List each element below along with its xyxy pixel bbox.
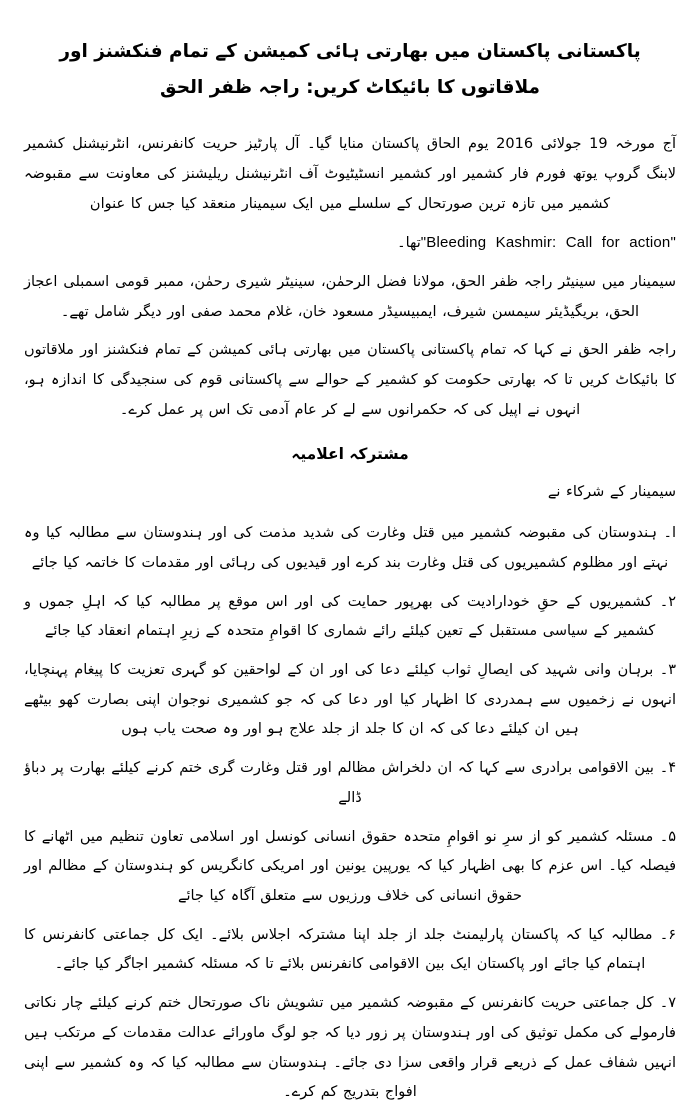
declaration-item-3: ۳۔ برہان وانی شہید کی ایصالِ ثواب کیلئے دعا کی اور ان کے لواحقین کو گہری تعزیت کا پیغام پہنچایا، انہوں نے زخمیوں سے ہمدردی کا اظہار کیا اور دعا کی کہ جو کشمیری نوجوان اپنی بصارت کھو بیٹھے ہیں ان کیلئے دعا کی کہ ان کا جلد از جلد علاج ہو اور وہ صحت یاب ہوں [24, 662, 676, 738]
seminar-title-suffix: تھا۔ [397, 235, 421, 252]
declaration-lead: سیمینار کے شرکاء نے [547, 484, 676, 501]
declaration-item-7: ۷۔ کل جماعتی حریت کانفرنس کے مقبوضہ کشمیر میں تشویش ناک صورتحال ختم کرنے کیلئے چار نکاتی فارمولے کی مکمل توثیق کی اور ہندوستان پر زور دیا کہ جو لوگ ماورائے عدالت مقدمات کے مرتکب ہیں انہیں شفاف عمل کے ذریعے قرار واقعی سزا دی جائے۔ ہندوستان سے مطالبہ کیا کہ وہ کشمیر سے اپنی افواج بتدریج کم کرے۔ [24, 995, 676, 1101]
seminar-title-line [24, 228, 676, 259]
declaration-item-2: ۲۔ کشمیریوں کے حقِ خودارادیت کی بھرپور حمایت کی اور اس موقع پر مطالبہ کیا کہ اہلِ جموں و کشمیر کے سیاسی مستقبل کے تعین کیلئے رائے شماری کا اقوامِ متحدہ کے زیرِ اہتمام انعقاد کیا جائے [24, 593, 676, 640]
intro-paragraph: آج مورخہ 19 جولائی 2016 یوم الحاق پاکستان منایا گیا۔ آل پارٹیز حریت کانفرنس، انٹرنیشنل کشمیر لابنگ گروپ یوتھ فورم فار کشمیر اور کشمیر انسٹیٹیوٹ آف انٹرنیشنل ریلیشنز کی معاونت سے مقبوضہ کشمیر میں تازہ ترین صورتحال کے سلسلے میں ایک سیمینار منعقد کیا جس کا عنوان [24, 136, 676, 212]
participants-paragraph: سیمینار میں سینیٹر راجہ ظفر الحق، مولانا فضل الرحمٰن، سینیٹر شیری رحمٰن، ممبر قومی اسمبلی اعجاز الحق، بریگیڈیئر سیمسن شیرف، ایمبیسیڈر مسعود خان، غلام محمد صفی اور دیگر شامل تھے۔ [24, 274, 676, 320]
document-title: پاکستانی پاکستان میں بھارتی ہائی کمیشن کے تمام فنکشنز اور ملاقاتوں کا بائیکاٹ کریں: راجہ ظفر الحق [59, 41, 641, 99]
declaration-item-4: ۴۔ بین الاقوامی برادری سے کہا کہ ان دلخراش مظالم اور قتل وغارت گری ختم کرنے کیلئے بھارت پر دباؤ ڈالے [24, 760, 676, 806]
declaration-heading: مشترکہ اعلامیہ [291, 444, 409, 463]
declaration-item-6: ۶۔ مطالبہ کیا کہ پاکستان پارلیمنٹ جلد از جلد اپنا مشترکہ اجلاس بلائے۔ ایک کل جماعتی کانفرنس کا اہتمام کیا جائے اور پاکستان ایک بین الاقوامی کانفرنس بلائے تا کہ مسئلہ کشمیر اجاگر کیا جائے۔ [24, 926, 676, 973]
declaration-item-5: ۵۔ مسئلہ کشمیر کو از سرِ نو اقوامِ متحدہ حقوق انسانی کونسل اور اسلامی تعاون تنظیم میں اٹھانے کا فیصلہ کیا۔ اس عزم کا بھی اظہار کیا کہ یورپین یونین اور امریکی کانگریس کو ہندوستان کے مظالم اور حقوق انسانی کی خلاف ورزیوں سے متعلق آگاہ کیا جائے [24, 828, 676, 905]
declaration-item-1: ا۔ ہندوستان کی مقبوضہ کشمیر میں قتل وغارت کی شدید مذمت کی اور ہندوستان سے مطالبہ کیا وہ نہتے اور مظلوم کشمیریوں کی قتل وغارت بند کرے اور قیدیوں کی رہائی اور مقدمات کا خاتمہ کیا جائے [24, 525, 676, 571]
statement-paragraph: راجہ ظفر الحق نے کہا کہ تمام پاکستانی پاکستان میں بھارتی ہائی کمیشن کے تمام فنکشنز اور ملاقاتوں کا بائیکاٹ کریں تا کہ بھارتی حکومت کو کشمیر کے حوالے سے پاکستانی قوم کی سنجیدگی کا اندازہ ہو، انہوں نے اپیل کی کہ حکمرانوں سے لے کر عام آدمی تک اس پر عمل کرے۔ [24, 342, 676, 418]
seminar-title-english: "Bleeding Kashmir: Call for action" [420, 234, 676, 252]
